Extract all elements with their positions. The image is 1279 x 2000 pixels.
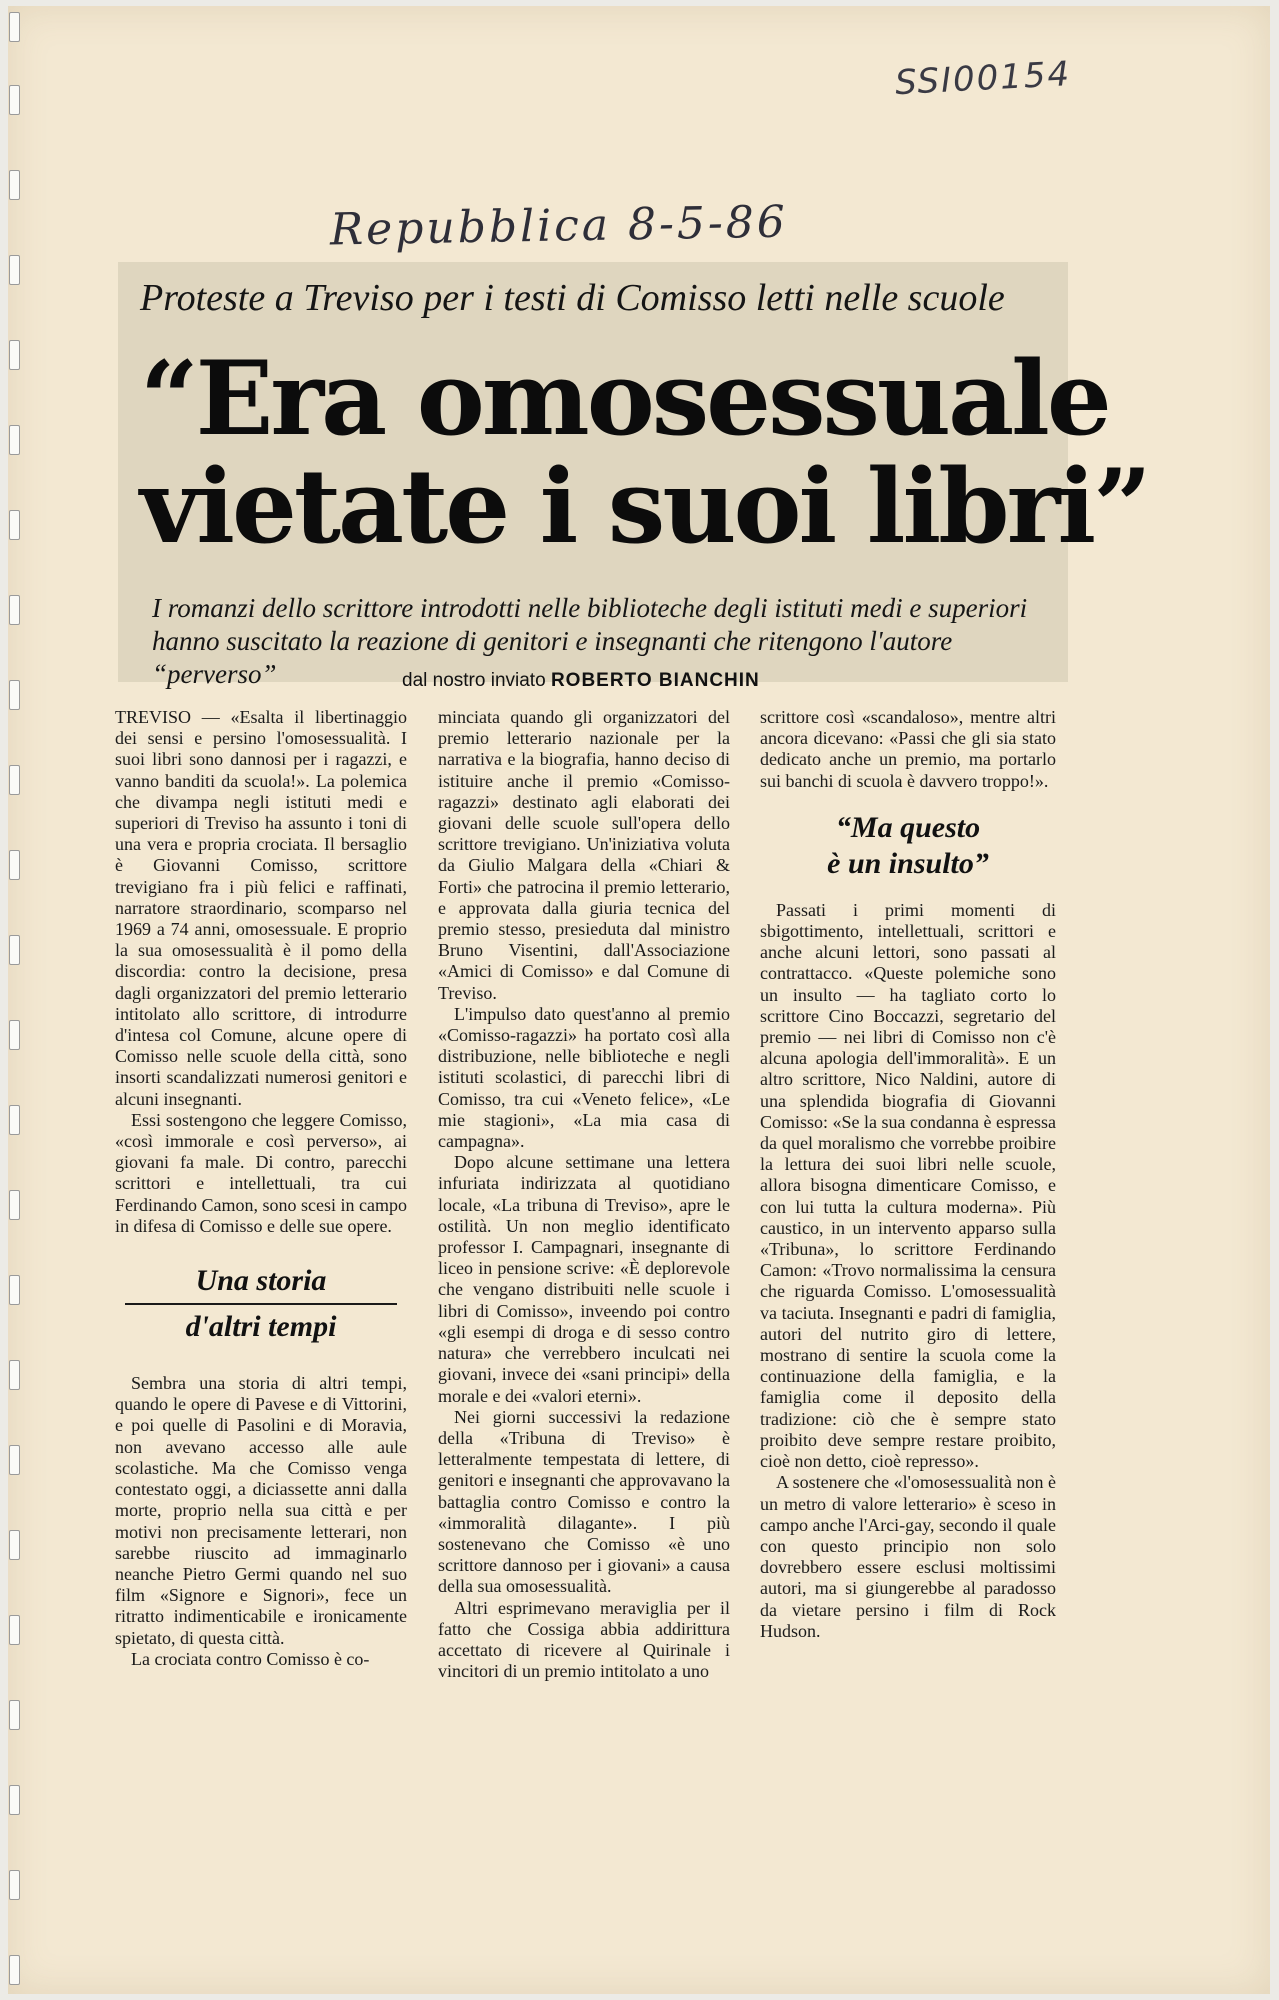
section-rule [125,1303,397,1305]
punch-hole [9,1615,20,1645]
handwritten-source-note: Repubblica 8-5-86 [329,196,789,256]
paragraph: Passati i primi momenti di sbigottimento, intellettuali, scrittori e anche alcuni lettori, sono passati al contrattacco. «Queste polemiche sono un insulto — ha tagliato corto lo scrittore Cino Boccazzi, segretario del premio — nei libri di Comisso non c'è alcuna apologia dell'immoralità». E un altro scrittore, Nico Naldini, autore di una splendida biografia di Giovanni Comisso: «Se la sua condanna è espressa da quel moralismo che vorrebbe proibire la lettura dei suoi libri nelle scuole, allora bisogna dimenticare Comisso, e con lui tutta la cultura moderna». Più caustico, in un intervento apparso sulla «Tribuna», lo scrittore Ferdinando Camon: «Trovo normalissima la censura che riguarda Comisso. L'omosessualità va taciuta. Insegnanti e padri di famiglia, autori del nutrito giro di lettere, mostrano di sentire la scuola come la continuazione della famiglia, e la famiglia come il deposito della tradizione: ciò che è sempre stato proibito deve sempre restare proibito, cioè non detto, cioè represso». [760,899,1056,1472]
paragraph: minciata quando gli organizzatori del premio letterario nazionale per la narrativa e la biografia, hanno deciso di istituire anche il premio «Comisso-ragazzi» destinato agli elaborati dei giovani delle scuole sull'opera dello scrittore trevigiano. Un'iniziativa voluta da Giulio Malgara della «Chiari & Forti» che patrocina il premio letterario, e approvata dalla giuria tecnica del premio stesso, presieduta dal ministro Bruno Visentini, dall'Associazione «Amici di Comisso» e dal Comune di Treviso. [438,707,730,1003]
subheadline: I romanzi dello scrittore introdotti nelle biblioteche degli istituti medi e superiori hanno suscitato la reazione di genitori e insegnanti che ritengono l'autore “perverso” [152,593,1028,689]
punch-hole [9,935,20,965]
punch-hole [9,1190,20,1220]
headline [140,339,1149,567]
paragraph: Essi sostengono che leggere Comisso, «così immorale e così perverso», ai giovani fa male. Di contro, parecchi scrittori e intellettuali, tra cui Ferdinando Camon, sono scesi in campo in difesa di Comisso e delle sue opere. [115,1109,407,1236]
punch-hole [9,1445,20,1475]
punch-hole [9,12,20,42]
headline-line-2: vietate i suoi libri” [140,447,1149,567]
punch-hole [9,340,20,370]
handwritten-archive-code: SSI00154 [894,54,1073,104]
section-heading-line: è un insulto” [827,846,989,880]
section-heading-una-storia [115,1263,407,1345]
punch-hole [9,765,20,795]
punch-hole [9,1530,20,1560]
punch-hole [9,1870,20,1900]
punch-hole [9,1785,20,1815]
article-column-1 [115,707,407,1670]
paragraph: TREVISO — «Esalta il libertinaggio dei sensi e persino l'omosessualità. I suoi libri sono dannosi per i ragazzi, e vanno banditi da scuola!». La polemica che divampa negli istituti medi e superiori di Treviso ha assunto i toni di una vera e propria crociata. Il bersaglio è Giovanni Comisso, scrittore trevigiano fra i più felici e raffinati, narratore straordinario, scomparso nel 1969 a 74 anni, omosessuale. E proprio la sua omosessualità è il pomo della discordia: contro la decisione, presa dagli organizzatori del premio letterario intitolato allo scrittore, di introdurre d'intesa col Comune, alcune opere di Comisso nelle scuole della città, sono insorti scandalizzati numerosi genitori e alcuni insegnanti. [115,707,407,1109]
punch-hole [9,595,20,625]
punch-hole [9,1360,20,1390]
section-heading-line: Una storia [195,1264,327,1298]
punch-hole [9,1700,20,1730]
paragraph: scrittore così «scandaloso», mentre altri ancora dicevano: «Passi che gli sia stato dedicato anche un premio, ma portarlo sui banchi di scuola è davvero troppo!». [760,707,1056,791]
punch-hole [9,510,20,540]
punch-hole [9,1020,20,1050]
binder-punch-holes [0,0,30,2000]
punch-hole [9,425,20,455]
punch-hole [9,850,20,880]
punch-hole [9,255,20,285]
paragraph: Nei giorni successivi la redazione della «Tribuna di Treviso» è letteralmente tempestata di lettere, di genitori e insegnanti che approvavano la battaglia contro Comisso e contro la «immoralità dilagante». I più sostenevano che Comisso «è uno scrittore dannoso per i giovani» a causa della sua omosessualità. [438,1406,730,1597]
punch-hole [9,85,20,115]
paragraph: Sembra una storia di altri tempi, quando le opere di Pavese e di Vittorini, e poi quelle di Pasolini e di Moravia, non avevano accesso alle aule scolastiche. Ma che Comisso venga contestato oggi, a diciassette anni dalla morte, proprio nella sua città e per motivi non precisamente letterari, non sarebbe riuscito ad immaginarlo neanche Pietro Germi quando nel suo film «Signore e Signori», fece un ritratto indimenticabile e ironicamente spietato, di questa città. [115,1373,407,1648]
paragraph: Dopo alcune settimane una lettera infuriata indirizzata al quotidiano locale, «La tribuna di Treviso», apre le ostilità. Un non meglio identificato professor I. Campagnari, insegnante di liceo in pensione scrive: «È deplorevole che vengano distribuiti nelle scuole i libri di Comisso», inveendo poi contro «gli esempi di droga e di sesso contro natura» che verrebbero inculcati nei giovani, invece dei «sani principi» della morale e dei «valori eterni». [438,1152,730,1406]
paragraph: L'impulso dato quest'anno al premio «Comisso-ragazzi» ha portato così alla distribuzione, nelle biblioteche e negli istituti scolastici, di parecchi libri di Comisso, tra cui «Veneto felice», «Le mie stagioni», «La mia casa di campagna». [438,1003,730,1152]
article-column-3 [760,707,1056,1642]
paragraph: A sostenere che «l'omosessualità non è un metro di valore letterario» è sceso in campo anche l'Arci-gay, secondo il quale con questo principio non solo dovrebbero essere esclusi moltissimi autori, ma si giungerebbe al paradosso da vietare persino i film di Rock Hudson. [760,1472,1056,1641]
section-heading-ma-questo [760,810,1056,882]
headline-line-1: “Era omosessuale [140,339,1109,459]
byline-prefix: dal nostro inviato [402,670,546,691]
kicker: Proteste a Treviso per i testi di Comisso letti nelle scuole [140,277,1005,319]
punch-hole [9,680,20,710]
paragraph: Altri esprimevano meraviglia per il fatto che Cossiga abbia addirittura accettato di ricevere al Quirinale i vincitori di un premio intitolato a uno [438,1597,730,1682]
section-heading-line: d'altri tempi [185,1310,337,1344]
section-heading-line: “Ma questo [835,810,981,844]
paragraph: La crociata contro Comisso è co- [131,1648,370,1669]
punch-hole [9,170,20,200]
punch-hole [9,1275,20,1305]
punch-hole [9,1955,20,1985]
byline-author: ROBERTO BIANCHIN [550,670,760,691]
article-column-2 [438,707,730,1682]
punch-hole [9,1105,20,1135]
byline [402,670,802,692]
